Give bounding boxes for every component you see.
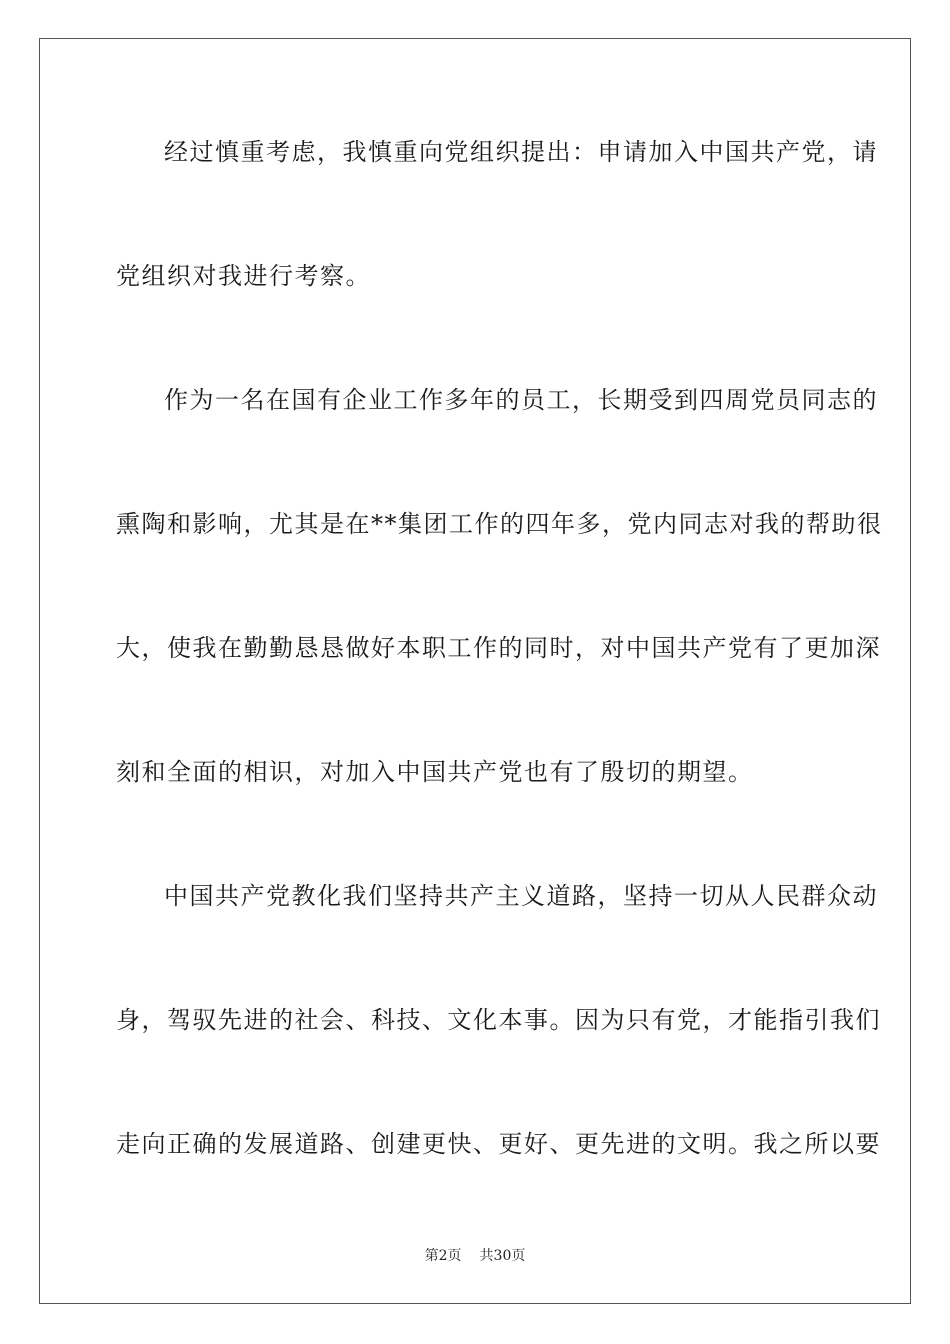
total-page-count: 共30页 [479, 1248, 526, 1264]
paragraph-line-3: 作为一名在国有企业工作多年的员工，长期受到四周党员同志的 [164, 386, 878, 414]
page-frame [39, 38, 911, 1304]
paragraph-line-9: 走向正确的发展道路、创建更快、更好、更先进的文明。我之所以要 [116, 1130, 881, 1158]
current-page-number: 第2页 [424, 1248, 462, 1264]
paragraph-line-1: 经过慎重考虑，我慎重向党组织提出：申请加入中国共产党，请 [164, 138, 878, 166]
paragraph-line-8: 身，驾驭先进的社会、科技、文化本事。因为只有党，才能指引我们 [116, 1006, 881, 1034]
paragraph-line-6: 刻和全面的相识，对加入中国共产党也有了殷切的期望。 [116, 758, 754, 786]
paragraph-line-5: 大，使我在勤勤恳恳做好本职工作的同时，对中国共产党有了更加深 [116, 634, 881, 662]
page-footer [0, 1246, 950, 1266]
paragraph-line-2: 党组织对我进行考察。 [116, 262, 371, 290]
paragraph-line-4: 熏陶和影响，尤其是在**集团工作的四年多，党内同志对我的帮助很 [116, 510, 883, 538]
paragraph-line-7: 中国共产党教化我们坚持共产主义道路，坚持一切从人民群众动 [164, 882, 878, 910]
